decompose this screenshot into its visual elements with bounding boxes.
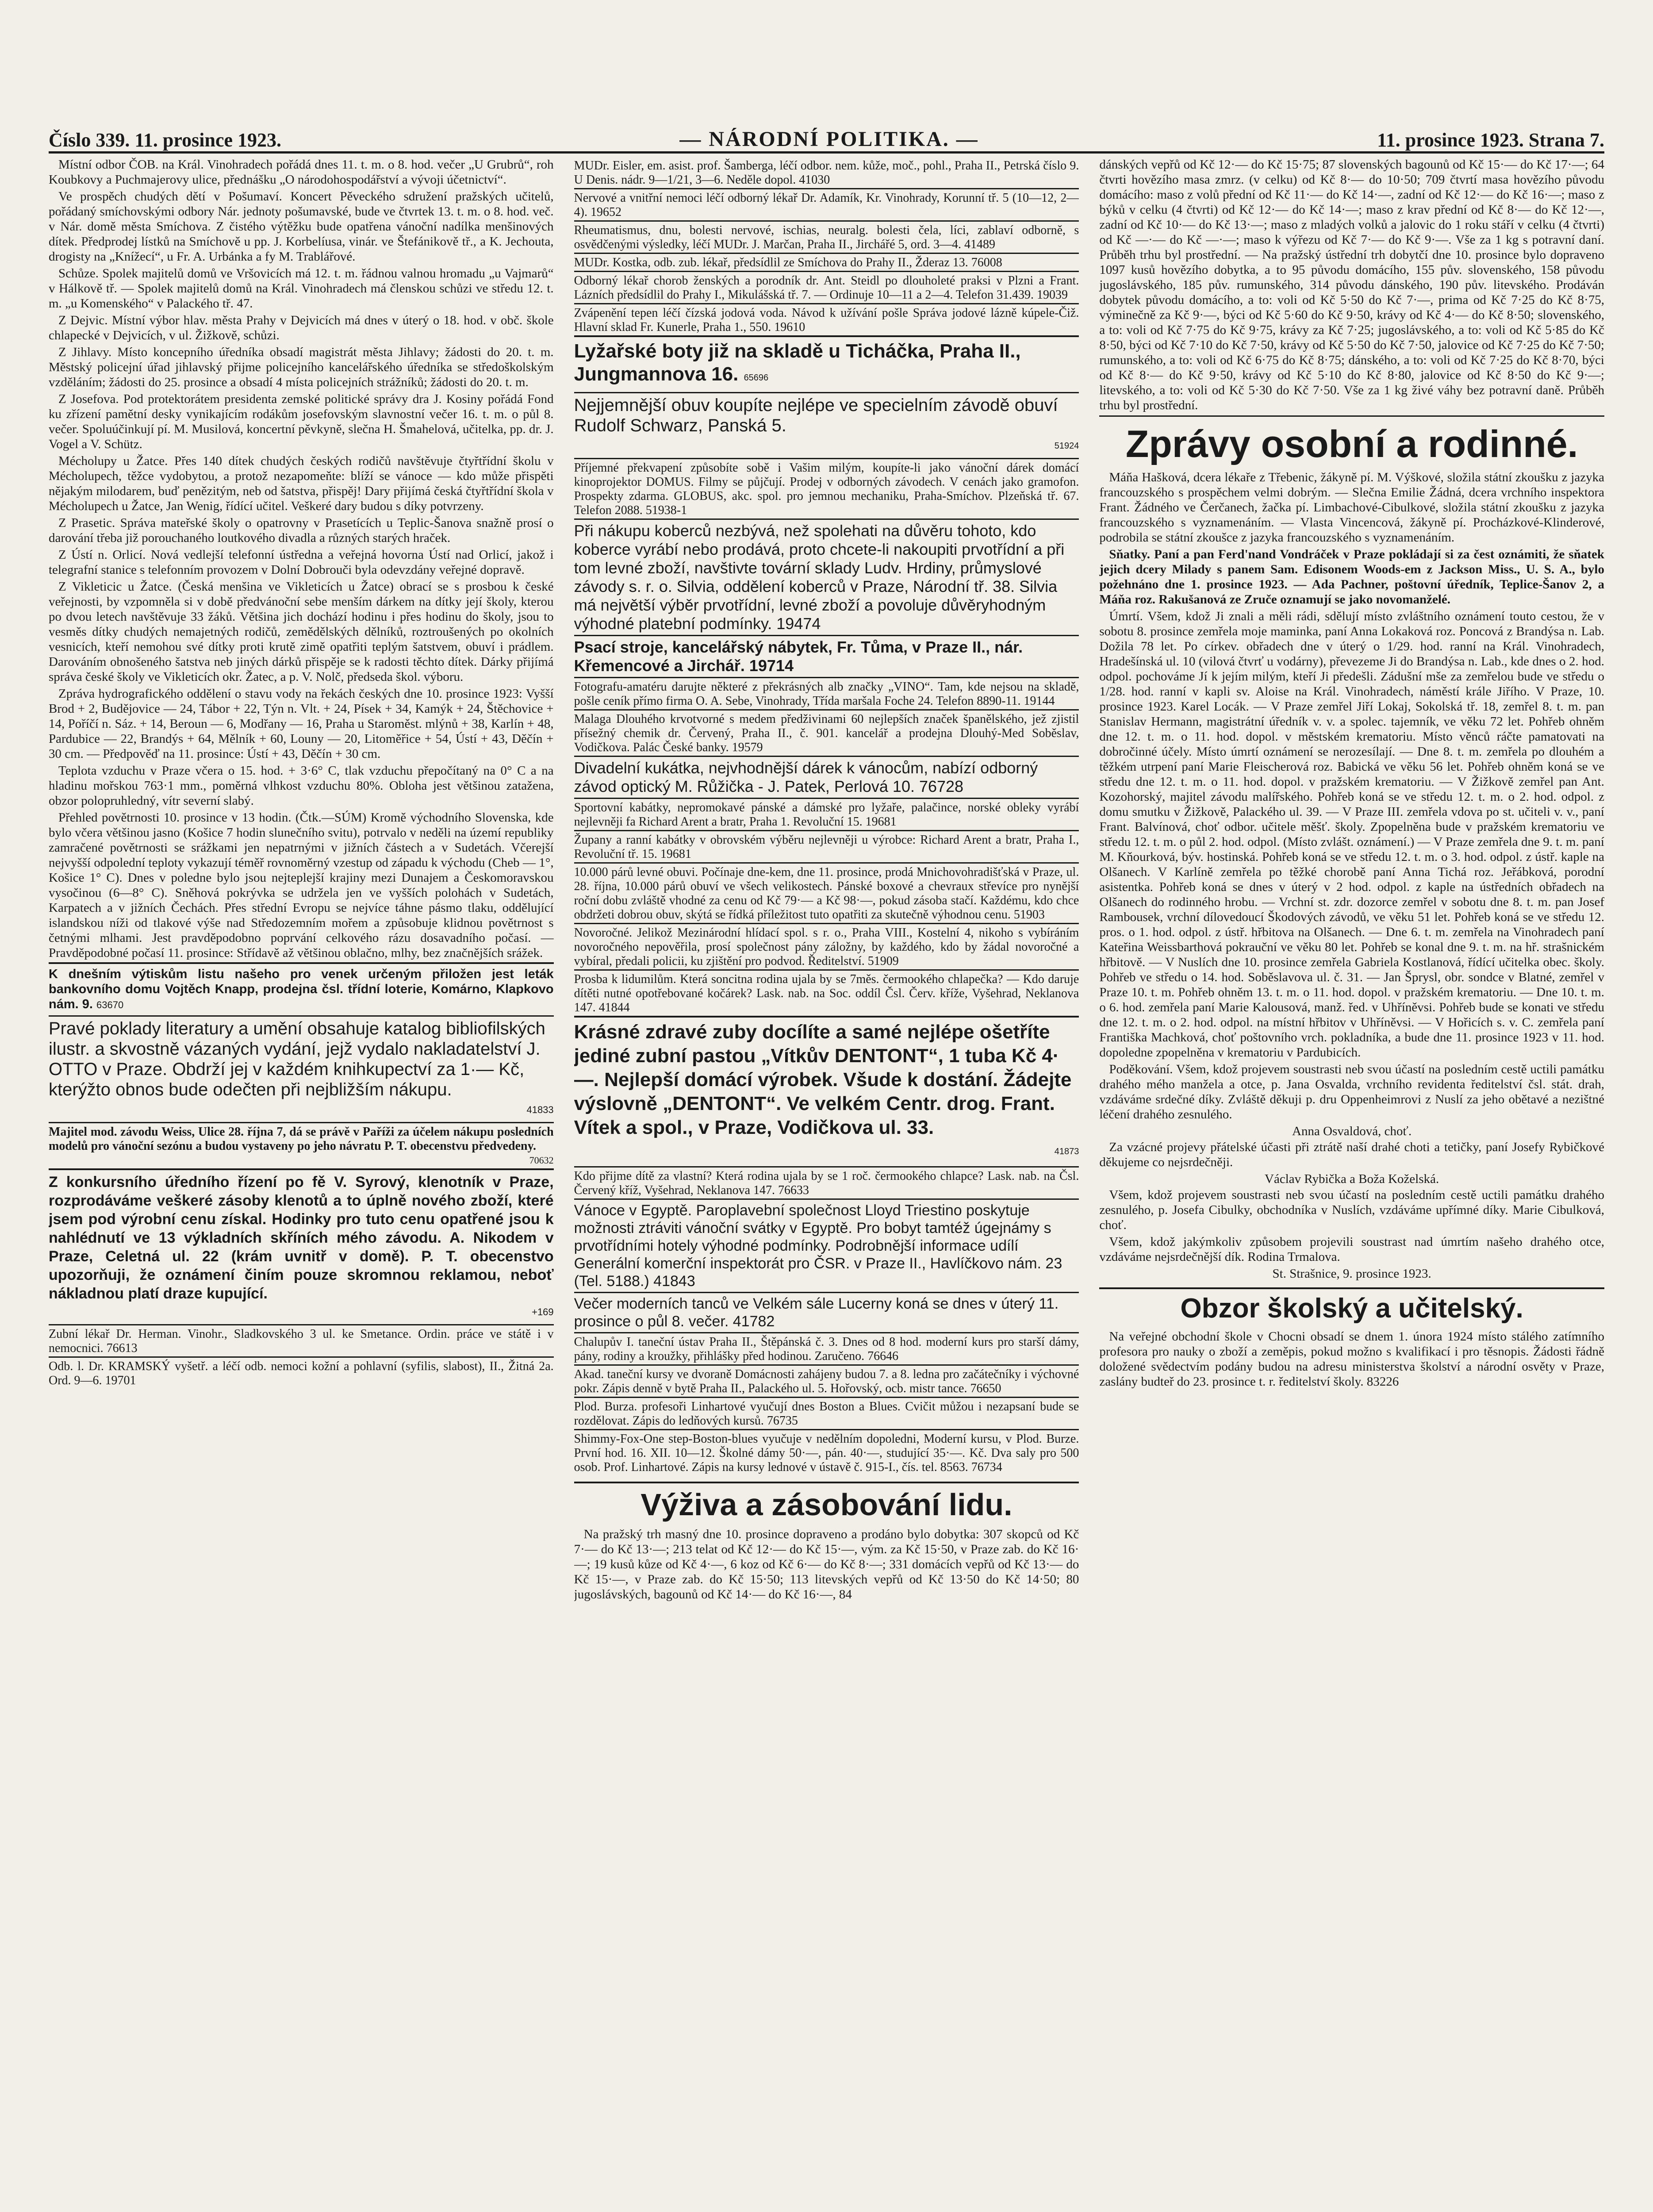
tuma-ad: Psací stroje, kancelářský nábytek, Fr. Tůma, v Praze II., nár. Křemencové a Jirchář. 19714	[574, 635, 1079, 677]
ad: Fotografu-amatéru darujte některé z překrásných alb značky „VINO“. Tam, kde nejsou na skladě, pošle ceník přímo firma O. A. Sebe, Vinohrady, Třída maršala Foche 24. Telefon 8890-11. 19144	[574, 677, 1079, 709]
signature: Václav Rybička a Boža Koželská.	[1265, 1172, 1439, 1186]
syrovy-ad-text: Z konkursního úředního řízení po fě V. Syrový, klenotník v Praze, rozprodáváme veškeré zásoby klenotů a to úplně nového zboží, které jsem pod výrobní cenu získal. Hodinky pro tuto cenu opatřené jsou k nahlédnutí ve 13 výkladních skříních mého závodu. A. Nikodem v Praze, Celetná ul. 22 (krám uvnitř v domě). P. T. obecenstvo upozorňuji, že oznámení činím pouze skromnou reklamou, neboť nákladnou platí draze kupující.	[49, 1174, 554, 1302]
insert-notice	[49, 962, 554, 1015]
issue-number: Číslo 339. 11. prosince 1923.	[49, 129, 282, 151]
article: Přehled povětrnosti 10. prosince v 13 hodin. (Čtk.—SÚM) Kromě východního Slovenska, kde bylo včera většinou jasno (Košice 7 hodin slunečního svitu), potrvalo v neděli na území republiky zamračené povětrnosti se srážkami jen nepatrnými v jižních částech a v Sudetách. Včerejší nejvyšší odpolední teploty vykazují téměř rovnoměrný vzestup od západu k východu (Cheb — 1°, Košice 1° C). Dnes v poledne bylo jsou nejteplejší krajiny mezi Dunajem a Českomoravskou vysočinou (6—8° C). Sněhová pokrývka se udržela jen ve vyšších polohách v Sudetách, Karpatech a v jižních Čechách. Přes střední Evropu se nejvíce táhne pásmo tlaku, oddělující islandskou níži od tlakové výše nad Středozemním mořem a způsobuje klidnou povětrnost s četnými mlhami. Jest pravděpodobno poprvání celkového rázu dosavadního počasí. — Pravděpodobné počasí 11. prosince: Střídavě až většinou oblačno, mlhy, bez značnějších srážek.	[49, 810, 554, 960]
column-3	[1099, 157, 1604, 2212]
column-2	[574, 157, 1079, 2212]
section-heading-school: Obzor školský a učitelský.	[1099, 1287, 1604, 1325]
article: Schůze. Spolek majitelů domů ve Vršovicích má 12. t. m. řádnou valnou hromadu „u Vajmarů“ v Hálkově tř. — Spolek majitelů domů na Král. Vinohradech má členskou schůzi ve středu 12. t. m. „u Komenského“ v Palackého tř. 47.	[49, 266, 554, 311]
article: Úmrtí. Všem, kdož Ji znali a měli rádi, sdělují místo zvláštního oznámení touto cestou, že v sobotu 8. prosince zemřela moje maminka, paní Anna Lokaková roz. Poncová z Brandýsa n. Lab. Dožila 78 let. Po církev. obřadech dne v úterý o 1/29. hod. ranní na Král. Vinohradech, Hradešínská ul. 10 (vilová čtvrť u vodárny), převezeme Ji do Brandýsa n. Lab., kde dnes o 2. hod. odpol. pochováme Jí k jejím milým, kteří Ji předešli. Zádušní mše za zemřelou bude ve středu o 1/28. hod. ranní v kapli sv. Aloise na Král. Vinohradech, náměstí krále Jiřího. V Praze, 10. prosince 1923. Karel Locák. — V Praze zemřel Jiří Lokaj, Sokolská tř. 18, zemřel 8. t. m. pan Stanislav Hermann, magistrátní úředník v. v. a spolec. tajemník, ve věku 72 let. Pohřeb ohněm dne 12. t. m. o 11. hod. dopol. v městském krematoriu. Místo věnců ráčte pamatovati na dobročinné účely. Místo úmrtí oznámení se nerozesílají. — Dne 8. t. m. zemřela po dlouhém a těžkém utrpení paní Marie Fleischerová roz. Babická ve věku 56 let. Pohřeb ohněm koná se ve středu dne 12. t. m. o 11. hod. dopol. v pražském krematoriu. — V Žižkově zemřel pan Ant. Kozohorský, majitel závodu malířského. Pohřeb koná se ve středu 12. t. m. o 2. hod. odpol. z domu smutku v Žižkově, Palackého ul. 39. — V Praze III. zemřela vdova po st. učiteli v. v., paní Frant. Balvínová, choť odbor. učitele měšť. školy. Zpopelněna bude v pražském krematoriu ve středu 12. t. m. o půl 2. hod. odpol. (Místo zvlášt. oznámení.) — V Praze zemřela dne 9. t. m. paní M. Kňourková, býv. hostinská. Pohřeb koná se ve středu 12. t. m. o 3. hod. odpol. z ústř. kaple na Olšanech. V Karlíně zemřela po těžké chorobě paní Anna Tichá roz. Jeřábková, porodní asistentka. Pohřeb koná se dnes v úterý v 2 hod. odpol. z kaple na ústředních obřadech na Olšanech do rodinného hrobu. — Vrchní st. zdr. dozorce zemřel v sobotu dne 8. t. m. pan Josef Rambousek, vrchní dílovedoucí Škodových závodů, ve věku 51 let. Pohřeb koná se ve středu 12. pros. o 1. hod. odpol. z ústř. hřbitova na Olšanech. — Dne 6. t. m. zemřela na Vinohradech paní Kateřina Weissbarthová pokrauční ve věku 80 let. Pohřeb se konal dne 9. t. m. na hř. strašnickém hřbitově. — V Nuslích dne 10. prosince zemřela Gabriela Kostlanová, řídící učitelka obec. školy. Pohřeb ve středu o 14. hod. Soběslavova ul. č. 31. — Jan Šprysl, obr. sondce v Blatné, zemřel v Praze 10. t. m. Pohřeb ohněm 13. t. m. o 11. hod. dopol. v pražském krematoriu. — Dne 10. t. m. o 6. hod. zemřela paní Marie Kalousová, manž. řed. v Uhříněvsi. Pohřeb bude se konati ve středu dne 12. t. m. o 2. hod. odpol. na místní hřbitov v Uhříněvsi. — V Hořicích s. v. C. zemřela paní Františka Machková, choť poštovního vrch. pokladníka, a bude dne 11. prosince 1923 v 11. hod. dopoledne zpopelněna v krematoriu v Pardubicích.	[1099, 609, 1604, 1060]
dentont-ad	[574, 1016, 1079, 1166]
article: Všem, kdož projevem soustrasti neb svou účastí na posledním cestě uctili památku drahého zesnulého, p. Josefa Cibulky, obchodníka v Nuslích, vzdáváme upřímné díky. Marie Cibulková, choť.	[1099, 1188, 1604, 1232]
ad: Novoročné. Jelikož Mezinárodní hlídací spol. s r. o., Praha VIII., Kostelní 4, nikoho s vybíráním novoročného nepověřila, prosí společnost pány záložny, by každého, kdo by žádal novoročné a vybíral, předali policii, ku zjištění pro podvod. Ředitelství. 51909	[574, 923, 1079, 969]
tichacek-ad	[574, 335, 1079, 392]
weiss-ad-text: Majitel mod. závodu Weiss, Ulice 28. října 7, dá se právě v Paříži za účelem nákupu posledních modelů pro vánoční sezónu a budou vystaveny po jeho návratu P. T. obecenstvu předvedeny.	[49, 1125, 554, 1153]
article: Sňatky. Paní a pan Ferd'nand Vondráček v Praze pokládají si za čest oznámiti, že sňatek jejich dcery Milady s panem Sam. Edisonem Woods-em z Jackson Miss., U. S. A., bylo požehnáno dne 1. prosince 1923. — Ada Pachner, poštovní úředník, Teplice-Šanov 2, a Máňa roz. Rakušanová ze Zruče oznamují se jako novomanželé.	[1099, 547, 1604, 607]
ad: Akad. taneční kursy ve dvoraně Domácnosti zahájeny budou 7. a 8. ledna pro začátečníky i výchovné pokr. Zápis denně v bytě Praha II., Palackého ul. 5. Hořovský, ocb. mistr tance. 76650	[574, 1364, 1079, 1397]
lucerna-ad: Večer moderních tanců ve Velkém sále Lucerny koná se dnes v úterý 11. prosince o půl 8. večer. 41782	[574, 1292, 1079, 1332]
article: Teplota vzduchu v Praze včera o 15. hod. + 3·6° C, tlak vzduchu přepočítaný na 0° C a na hladinu mořskou 763·1 mm., poměrná vlhkost vzduchu 80%. Obloha jest většinou zatažena, obzor polopruhledný, vítr severní slabý.	[49, 764, 554, 808]
masthead	[49, 119, 1604, 154]
herman-ad: Zubní lékař Dr. Herman. Vinohr., Sladkovského 3 ul. ke Smetance. Ordin. práce ve státě i v nemocnici. 76613	[49, 1324, 554, 1356]
article: Z Ústí n. Orlicí. Nová vedlejší telefonní ústředna a veřejná hovorna Ústí nad Orlicí, jakož i telegrafní stanice s telefonním provozem v Dolní Dobrouči byla odevzdány veřejné dopravě.	[49, 548, 554, 577]
market-report: Na pražský trh masný dne 10. prosince dopraveno a prodáno bylo dobytka: 307 skopců od Kč 7·— do Kč 13·—; 213 telat od Kč 12·— do Kč 15·—, vým. za Kč 15·50, v Praze zab. do Kč 16·—; 19 kusů kůze od Kč 4·—, 6 koz od Kč 6·— do Kč 8·—; 331 domácích vepřů od Kč 13·— do Kč 15·—, v Praze zab. do Kč 15·50; 113 litevských vepřů od Kč 13·50 do Kč 14·50; 80 jugoslávských, bagounů od Kč 14·— do Kč 16·—, 84	[574, 1527, 1079, 1601]
article: Místní odbor ČOB. na Král. Vinohradech pořádá dnes 11. t. m. o 8. hod. večer „U Grubrů“, roh Koubkovy a Puchmajerovy ulice, přednášku „O národohospodářství a vývoji účetnictví“.	[49, 157, 554, 187]
schwarz-ad	[574, 392, 1079, 458]
ad: Kdo přijme dítě za vlastní? Která rodina ujala by se 1 roč. čermookého chlapce? Lask. nab. na Čsl. Červený kříž, Vyšehrad, Neklanova 147. 76633	[574, 1166, 1079, 1198]
newspaper-title: — NÁRODNÍ POLITIKA. —	[679, 127, 979, 151]
ad: Prosba k lidumilům. Která soncitna rodina ujala by se 7měs. čermookého chlapečka? — Kdo daruje dítěti nutné opotřebované kočárek? Lask. nab. na Soc. oddíl Čsl. Červ. kříže, Vyšehrad, Neklanova 147. 41844	[574, 969, 1079, 1016]
tichacek-ad-number: 65696	[744, 373, 769, 383]
article: Na veřejné obchodní škole v Chocni obsadí se dnem 1. února 1924 místo stálého zatímního profesora pro nauky o zboží a zeměpis, pokud možno s kvalifikací i pro těsnopis. Žádosti řádně doložené svědectvím podány budou na adresu ministerstva školství a národní osvěty v Praze, zaslány budteř do 23. prosince t. r. ředitelství školy. 83226	[1099, 1329, 1604, 1389]
notice-text: K dnešním výtiskům listu našeho pro venek určeným přiložen jest leták bankovního domu Vojtěch Knapp, prodejna čsl. třídní loterie, Komárno, Klapkovo nám. 9.	[49, 967, 554, 1011]
syrovy-ad-number: +169	[532, 1306, 554, 1317]
otto-ad-text: Pravé poklady literatury a umění obsahuje katalog bibliofilských ilustr. a skvostně vázaných vydání, jejž vydalo nakladatelství J. OTTO v Praze. Obdrží jej v každém knihkupectví za 1·— Kč, kterýžto obnos bude odečten při nejbližším nákupu.	[49, 1019, 545, 1099]
section-heading-personal: Zprávy osobní a rodinné.	[1125, 423, 1578, 465]
ad: Malaga Dlouhého krvotvorné s medem předživinami 60 nejlepších značek španělského, jež zjistil přísežný chemik dr. Červený, Praha II., č. 901. kancelář a prodejna Dlouhý-Med Soběslav, Vodičkova. Palác České banky. 19579	[574, 709, 1079, 756]
notice-number: 63670	[96, 999, 124, 1010]
otto-ad	[49, 1015, 554, 1122]
article: Z Jihlavy. Místo koncepního úředníka obsadí magistrát města Jihlavy; žádosti do 20. t. m. Městský policejní úřad jihlavský přijme policejního kancelářského úředníka se středoškolským vzděláním; žádosti do 25. prosince a obsadí 4 místa policejních strážníků; žádosti do 20. t. m.	[49, 345, 554, 389]
signature: St. Strašnice, 9. prosince 1923.	[1272, 1267, 1431, 1281]
ad: Odborný lékař chorob ženských a porodník dr. Ant. Steidl po dlouholeté praksi v Plzni a Frant. Lázních předsídlil do Prahy I., Mikulášská tř. 7. — Ordinuje 10—11 a 2—4. Telefon 31.439. 19039	[574, 271, 1079, 303]
weiss-ad-number: 70632	[529, 1155, 554, 1166]
ruzicka-ad: Divadelní kukátka, nejvhodnější dárek k vánocům, nabízí odborný závod optický M. Růžička - J. Patek, Perlová 10. 76728	[574, 756, 1079, 798]
ad: Nervové a vnitřní nemoci léčí odborný lékař Dr. Adamík, Kr. Vinohrady, Korunní tř. 5 (10—12, 2—4). 19652	[574, 188, 1079, 220]
schwarz-ad-text: Nejjemnější obuv koupíte nejlépe ve specielním závodě obuví Rudolf Schwarz, Panská 5.	[574, 396, 1058, 435]
market-report-continued: dánských vepřů od Kč 12·— do Kč 15·75; 87 slovenských bagounů od Kč 15·— do Kč 17·—; 64 čtvrti hovězího masa zmrz. (v celku) od Kč 8·— do 10·50; 709 čtvrtí masa hovězího původu domácího: maso z volů přední od Kč 11·— do Kč 14·—, zadní od Kč 12·— do Kč 16·—; maso z býků v celku (4 čtvrti) od Kč 12·— do Kč 14·—; maso z krav přední od Kč 8·— do Kč 12·—, zadní od Kč 10·— do Kč 13·—; maso z mladých volků a jalovic do 1 roku stáří v celku (4 čtvrti) od Kč —·— do Kč —·—; maso k výřezu od Kč 7·— do Kč 9·—. Vše za 1 kg s potravní daní. Průběh trhu byl prostřední. — Na pražský ústřední trh dobytčí dne 10. prosince bylo dopraveno 1097 kusů hovězího dobytka, a to 95 původu domácího, 155 pův. slovenského, 158 původu jugoslávského, 185 pův. rumunského, 314 původu dánského, 190 pův. litevského. Prodáván dobytek původu domácího, a to: voli od Kč 5·50 do Kč 7·—, prima od Kč 7·25 do Kč 8·75, výminečně za Kč 9·—, býci od Kč 5·60 do Kč 9·50, krávy od Kč 4·— do Kč 8·50; slovenského, a to: voli od Kč 7·75 do Kč 9·75, krávy za Kč 7·25; jugoslávského, a to: voli od Kč 5·85 do Kč 8·50, býci od Kč 7·10 do Kč 7·50, krávy od Kč 5·50 do Kč 7·50, jalovice od Kč 7·25 do Kč 7·50; rumunského, a to: voli od Kč 6·75 do Kč 8·75; dánského, a to: voli od Kč 7·25 do Kč 8·70, býci od Kč 8·— do Kč 9·50, krávy od Kč 5·10 do Kč 8·80, jalovice od Kč 8·50 do Kč 9·—; litevského, a to: voli od Kč 5·30 do Kč 7·50. Vše za 1 kg živé váhy bez potravní daně. Průběh trhu byl prostřední.	[1099, 157, 1604, 412]
ad: Plod. Burza. profesoři Linhartové vyučují dnes Boston a Blues. Cvičit můžou i nezapsaní bude se rozdělovat. Zápis do ledňových kursů. 76735	[574, 1397, 1079, 1429]
article: Z Vikleticic u Žatce. (Česká menšina ve Vikleticích u Žatce) obrací se s prosbou k české veřejnosti, by vzpomněla si v době předvánoční sebe menším dárkem na dítky její školy, kterou po dvou letech navštěvuje 33 žáků. Většina jich dochází hodinu i přes hodinu do školy, jsou to vesměs dítky chudých nemajetných rodičů, zemědělských dělníků, roztroušených po okolních vesnicích, kteří nemohou své dítky proti krutě zimě opatřiti teplým šatstvem, obuví i prádlem. Darováním obnošeného šatstva neb jiných dárků přispěje se k radosti těchto dítek. Dárky přijímá správa české školy ve Vikleticích okr. Žatec, a p. V. Nolč, předseda škol. výboru.	[49, 580, 554, 684]
ad: MUDr. Kostka, odb. zub. lékař, předsídlil ze Smíchova do Prahy II., Žderaz 13. 76008	[574, 253, 1079, 271]
hrdina-ad: Při nákupu koberců nezbývá, než spolehati na důvěru tohoto, kdo koberce vyrábí nebo prodává, proto chcete-li nakoupiti prvotřídní a při tom levné zboží, navštivte tovární sklady Ludv. Hrdiny, průmyslové závody s. r. o. Silvia, oddělení koberců v Praze, Národní tř. 38. Silvia má největší výběr prvotřídní, levné zboží a povoluje důvěryhodným výhodné platební podmínky. 19474	[574, 518, 1079, 635]
ad: Chalupův I. taneční ústav Praha II., Štěpánská č. 3. Dnes od 8 hod. moderní kurs pro starší dámy, pány, rodiny a kroužky, přihlášky před hodinou. Zaručeno. 76646	[574, 1332, 1079, 1364]
columns	[49, 157, 1604, 2212]
article: Za vzácné projevy přátelské účasti při ztrátě naší drahé choti a tetičky, paní Josefy Rybičkové děkujeme co nejsrdečněji.	[1099, 1140, 1604, 1169]
article: Z Prasetic. Správa mateřské školy o opatrovny v Prasetících u Teplic-Šanova snažně prosí o darování třeba již porouchaného loutkového divadla a různých starých hraček.	[49, 516, 554, 545]
schwarz-ad-number: 51924	[1054, 441, 1079, 451]
weiss-ad	[49, 1122, 554, 1168]
article: Z Josefova. Pod protektorátem presidenta zemské politické správy dra J. Kosiny pořádá Fond ku zřízení pamětní desky vynikajícím rodákům josefovským slavnostní večer 16. t. m. o půl 8. večer. Spoluúčinkují pí. M. Musilová, koncertní pěvkyně, slečna H. Šmahelová, učitelka, pp. dr. J. Vogel a V. Schütz.	[49, 392, 554, 451]
ad: MUDr. Eisler, em. asist. prof. Šamberga, léčí odbor. nem. kůže, moč., pohl., Praha II., Petrská číslo 9. U Denis. nádr. 9—1/21, 3—6. Neděle dopol. 41030	[574, 159, 1079, 187]
ad: Sportovní kabátky, nepromokavé pánské a dámské pro lyžaře, palačince, norské obleky vyrábí nejlevněji fa Richard Arent a bratr, Praha 1. Revoluční 15. 19681	[574, 798, 1079, 830]
section-heading-food: Výživa a zásobování lidu.	[574, 1482, 1079, 1522]
column-1	[49, 157, 554, 2212]
otto-ad-number: 41833	[526, 1104, 554, 1115]
ad: Zvápenění tepen léčí čízská jodová voda. Návod k užívání pošle Správa jodové lázně kúpele-Čiž. Hlavní sklad Fr. Kunerle, Praha 1., 550. 19610	[574, 303, 1079, 335]
ad: Shimmy-Fox-One step-Boston-blues vyučuje v nedělním dopoledni, Moderní kursu, v Plod. Burze. První hod. 16. XII. 10—12. Školné dámy 50·—, pán. 40·—, studující 35·—. Kč. Dva saly pro 500 osob. Prof. Linhartové. Zápis na kursy lednové v ústavě č. 915-I., čís. tel. 8563. 76734	[574, 1429, 1079, 1475]
article: Poděkování. Všem, kdož projevem soustrasti neb svou účastí na posledním cestě uctili památku drahého mého manžela a otce, p. Jana Osvalda, vrchního revidenta ředitelství čsl. stát. drah, vzdáváme srdečné díky. Zvláště děkuji p. dru Oppenheimrovi z Nuslí za jeho obětavé a nezištné léčení drahého zesnulého.	[1099, 1062, 1604, 1121]
lloyd-ad: Vánoce v Egyptě. Paroplavební společnost Lloyd Triestino poskytuje možnosti ztráviti vánoční svátky v Egyptě. Pro bobyt tamtéž úgejnámy s prvotřídními hotely výhodné podmínky. Podrobnější informace udílí Generální komerční inspektorát pro ČSR. v Praze II., Havlíčkovo nám. 23 (Tel. 5188.) 41843	[574, 1198, 1079, 1292]
signature: Anna Osvaldová, choť.	[1292, 1124, 1412, 1138]
tichacek-ad-text: Lyžařské boty již na skladě u Ticháčka, Praha II., Jungmannova 16.	[574, 340, 1021, 385]
dentont-ad-number: 41873	[1054, 1147, 1079, 1156]
article: Máňa Hašková, dcera lékaře z Třebenic, žákyně pí. M. Výškové, složila státní zkoušku z jazyka francouzského s prospěchem velmi dobrým. — Slečna Emilie Žádná, dcera vrchního inspektora Frant. Žádného ve Čerčanech, žačka pí. Limbachové-Cibulkové, složila státní zkoušku z jazyka francouzského s vyznamenáním. — Vlasta Vincencová, žákyně pí. Procházkové-Klinderové, podrobila se státní zkoušce z jazyka francouzského s vyznamenáním.	[1099, 470, 1604, 545]
kramsky-ad: Odb. l. Dr. KRAMSKÝ vyšetř. a léčí odb. nemoci kožní a pohlavní (syfilis, slabost), II., Žitná 2a. Ord. 9—6. 19701	[49, 1356, 554, 1389]
article: Všem, kdož jakýmkoliv způsobem projevili soustrast nad úmrtím našeho drahého otce, vzdáváme nejsrdečnější dík. Rodina Trmalova.	[1099, 1235, 1604, 1264]
article: Mécholupy u Žatce. Přes 140 dítek chudých českých rodičů navštěvuje čtyřtřídní školu v Mécholupech, těžce vydobytou, a protož nezapomeňte: blíží se vánoce — kdo může přispěti nějakým milodarem, buď penězitým, neb od šatstva, přispěj! Dary přijímá česká čtyřtřídní škola v Mécholupech u Žatce, Jan Wenig, řídící učitel. Veškeré dary budou s díky potvrzeny.	[49, 454, 554, 513]
syrovy-ad	[49, 1168, 554, 1324]
article: Z Dejvic. Místní výbor hlav. města Prahy v Dejvicích má dnes v úterý o 18. hod. v obč. škole chlapecké v Dejvicích, v ul. Žižkově, schůzi.	[49, 313, 554, 342]
divider	[1099, 415, 1604, 417]
ad: 10.000 párů levné obuvi. Počínaje dne-kem, dne 11. prosince, prodá Mnichovohradišťská v Praze, ul. 28. října, 10.000 párů obuví ve všech velikostech. Pánské boxové a chevraux střevíce pro nynější roční dobu zvláště vhodné za cenu od Kč 79·— a Kč 98·—, pokud zásoba stačí. Každému, kdo chce obdržeti dobrou obuv, skýtá se řídká příležitost tuto opatřiti za skutečně výhodnou cenu. 51903	[574, 862, 1079, 923]
ad: Rheumatismus, dnu, bolesti nervové, ischias, neuralg. bolesti čela, líci, zablaví odborně, s osvědčenými výsledky, léčí MUDr. J. Marčan, Praha II., Jirchářé 5, ord. 3—4. 41489	[574, 220, 1079, 253]
article: Zpráva hydrografického oddělení o stavu vody na řekách českých dne 10. prosince 1923: Vyšší Brod + 2, Budějovice — 24, Tábor + 22, Týn n. Vlt. + 24, Písek + 34, Kamýk + 24, Štěchovice + 14, Poříčí n. Sáz. + 14, Beroun — 6, Modřany — 16, Praha u Staroměst. mlýnů + 38, Karlín + 48, Pardubice — 22, Brandýs + 64, Mělník + 60, Louny — 20, Litoměřice + 54, Ústí + 43, Děčín + 30 cm. — Předpověď na 11. prosince: Ústí + 43, Děčín + 30 cm.	[49, 687, 554, 761]
date-page: 11. prosince 1923. Strana 7.	[1377, 129, 1604, 151]
ad: Župany a ranní kabátky v obrovském výběru nejlevněji u výrobce: Richard Arent a bratr, Praha I., Revoluční tř. 15. 19681	[574, 830, 1079, 862]
ad: Příjemné překvapení způsobíte sobě i Vašim milým, koupíte-li jako vánoční dárek domácí kinoprojektor DOMUS. Filmy se půjčují. Prodej v odborných závodech. V cenách jako gramofon. Prospekty zdarma. GLOBUS, akc. spol. pro jemnou mechaniku, Praha-Smíchov. Plzeňská tř. 67. Telefon 2088. 51938-1	[574, 458, 1079, 518]
article: Ve prospěch chudých dětí v Pošumaví. Koncert Pěveckého sdružení pražských učitelů, pořádaný smíchovskými odbory Nár. jednoty pošumavské, bude ve čtvrtek 13. t. m. o 8. hod. več. v Nár. domě města Smíchova. Z čistého výtěžku bude opatřena vánoční nadílka menšinových dítek. Předprodej lístků na Smíchově u pp. J. Korbelíusa, vinár. ve Štefánikově tř., a K. Jechouta, drogisty na „Knížecí“, u Fr. A. Urbánka a fy M. Trablářové.	[49, 189, 554, 264]
dentont-ad-text: Krásné zdravé zuby docílíte a samé nejlépe ošetříte jediné zubní pastou „Vítkův DENTONT“, 1 tuba Kč 4·—. Nejlepší domácí výrobek. Všude k dostání. Žádejte výslovně „DENTONT“. Ve velkém Centr. drog. Frant. Vítek a spol., v Praze, Vodičkova ul. 33.	[574, 1021, 1072, 1138]
